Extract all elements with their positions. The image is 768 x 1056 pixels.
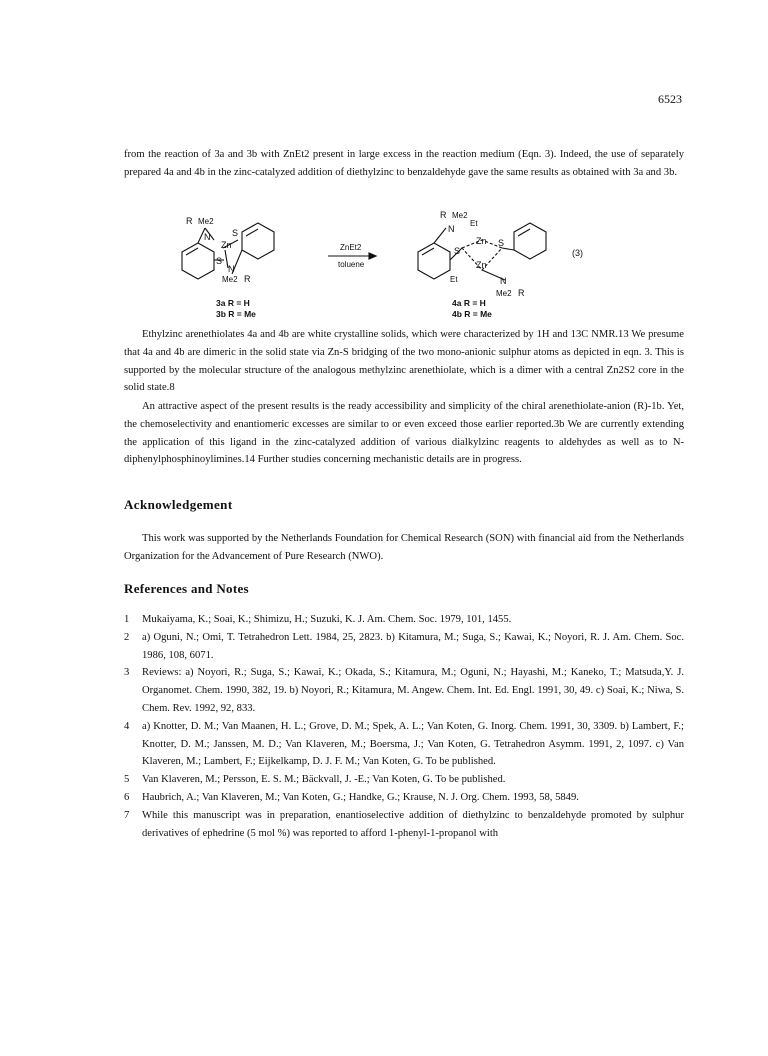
scheme-right-zn-bottom: Zn — [476, 260, 487, 270]
reference-text: Haubrich, A.; Van Klaveren, M.; Van Koten, G.; Handke, G.; Krause, N. J. Org. Chem. 1993, 58, 5849. — [142, 791, 579, 803]
scheme-left-me2-bottom: Me2 — [222, 275, 238, 284]
scheme-left-zn: Zn — [221, 240, 232, 250]
intro-paragraph: from the reaction of 3a and 3b with ZnEt2 present in large excess in the reaction medium (Eqn. 3). Indeed, the use of separately prepared 4a and 4b in the zinc-catalyzed addition of diethylzinc to benzaldehyde gave the same results as obtained with 3a and 3b. — [124, 149, 684, 178]
scheme-left-r-bottom: R — [244, 274, 251, 284]
reaction-scheme-eqn-3 — [120, 210, 680, 320]
reference-number: 2 — [124, 631, 130, 643]
scheme-right-r: R — [440, 210, 447, 220]
scheme-right-et-top: Et — [470, 219, 478, 228]
reference-text: Van Klaveren, M.; Persson, E. S. M.; Bäckvall, J. -E.; Van Koten, G. To be published. — [142, 774, 506, 786]
scheme-left-n-top: N — [204, 232, 211, 242]
scheme-left-label-b: 3b R = Me — [216, 309, 256, 319]
reference-item — [124, 718, 684, 771]
scheme-right-n-bottom: N — [500, 276, 507, 286]
reference-number: 5 — [124, 774, 130, 786]
reference-number: 4 — [124, 720, 130, 732]
scheme-right-zn-top: Zn — [476, 236, 487, 246]
scheme-right-label-b: 4b R = Me — [452, 309, 492, 319]
body-paragraph-1: Ethylzinc arenethiolates 4a and 4b are white crystalline solids, which were characterized by 1H and 13C NMR.13 We presume that 4a and 4b are dimeric in the solid state via Zn-S bridging of the two mono-anionic sulphur atoms as depicted in eqn. 3. This is supported by the molecular structure of the analogous methylzinc arenethiolate, which is a dimer with a central Zn2S2 core in the solid state.8 — [124, 329, 684, 394]
scheme-equation-number: (3) — [572, 248, 583, 258]
scheme-right-label-a: 4a R = H — [452, 298, 486, 308]
reference-text: a) Oguni, N.; Omi, T. Tetrahedron Lett. 1984, 25, 2823. b) Kitamura, M.; Suga, S.; Kawai, K.; Noyori, R. J. Am. Chem. Soc. 1986, 108, 6071. — [142, 631, 684, 661]
acknowledgement-heading: Acknowledgement — [124, 497, 233, 512]
scheme-left-s-top: S — [232, 228, 239, 238]
scheme-left-s-bottom: S — [216, 256, 223, 266]
acknowledgement-text: This work was supported by the Netherlands Foundation for Chemical Research (SON) with financial aid from the Netherlands Organization for the Advancement of Pure Research (NWO). — [124, 533, 684, 562]
reference-number: 1 — [124, 614, 130, 625]
reference-number: 7 — [124, 809, 130, 821]
scheme-right-me2-top: Me2 — [452, 211, 468, 220]
reference-text: a) Knotter, D. M.; Van Maanen, H. L.; Grove, D. M.; Spek, A. L.; Van Koten, G. Inorg. Chem. 1991, 30, 3309. b) Lambert, F.; Knotter, D. M.; Janssen, M. D.; Van Klaveren, M.; Boersma, J.; Van Koten, G. Tetrahedron Asymm. 1991, 2, 1097. c) Van Klaveren, M.; Lambert, F.; Eijkelkamp, D. J. F. M.; Van Koten, G. To be published. — [142, 720, 684, 768]
reference-item — [124, 629, 684, 665]
scheme-right-me2-bottom: Me2 — [496, 289, 512, 298]
reference-number: 3 — [124, 667, 130, 679]
body-paragraph-2: An attractive aspect of the present results is the ready accessibility and simplicity of the chiral arenethiolate-anion (R)-1b. Yet, the chemoselectivity and enantiomeric excesses are similar to or even exceed those earlier reported.3b We are currently extending the application of this ligand in the zinc-catalyzed addition of various dialkylzinc reagents to aldehydes as well as to N-diphenylphosphinoylimines.14 Further studies concerning mechanistic details are in progress. — [124, 401, 684, 466]
scheme-right-et-bottom: Et — [450, 275, 458, 284]
reference-text: Reviews: a) Noyori, R.; Suga, S.; Kawai, K.; Okada, S.; Kitamura, M.; Oguni, N.; Hayashi, M.; Kaneko, T.; Matsuda,Y. J. Organomet. Chem. 1990, 382, 19. b) Noyori, R.; Kitamura, M. Angew. Chem. Int. Ed. Engl. 1991, 30, 49. c) Soai, K.; Niwa, S. Chem. Rev. 1992, 92, 833. — [142, 667, 684, 714]
reference-number: 6 — [124, 791, 130, 803]
scheme-right-n-top: N — [448, 224, 455, 234]
reference-item — [124, 664, 684, 717]
scheme-left-me2-top: Me2 — [198, 217, 214, 226]
scheme-reagent: ZnEt2 — [340, 243, 362, 252]
reference-item — [124, 771, 684, 789]
reference-item — [124, 807, 684, 843]
scheme-left-label-a: 3a R = H — [216, 298, 250, 308]
scheme-right-s-left: S — [454, 246, 461, 256]
scheme-right-s-right: S — [498, 238, 505, 248]
page-number: 6523 — [658, 92, 682, 106]
reference-item — [124, 789, 684, 807]
reference-item — [124, 611, 684, 629]
scheme-left-r: R — [186, 216, 193, 226]
references-heading: References and Notes — [124, 581, 249, 596]
scheme-right-r-bottom: R — [518, 288, 525, 298]
reference-text: Mukaiyama, K.; Soai, K.; Shimizu, H.; Suzuki, K. J. Am. Chem. Soc. 1979, 101, 1455. — [142, 614, 512, 625]
reference-text: While this manuscript was in preparation, enantioselective addition of diethylzinc to benzaldehyde promoted by sulphur derivatives of ephedrine (5 mol %) was reported to afford 1-phenyl-1-propanol with — [142, 809, 684, 839]
references-list — [124, 611, 684, 842]
scheme-left-n-bottom: N — [228, 264, 235, 274]
scheme-solvent: toluene — [338, 260, 365, 269]
